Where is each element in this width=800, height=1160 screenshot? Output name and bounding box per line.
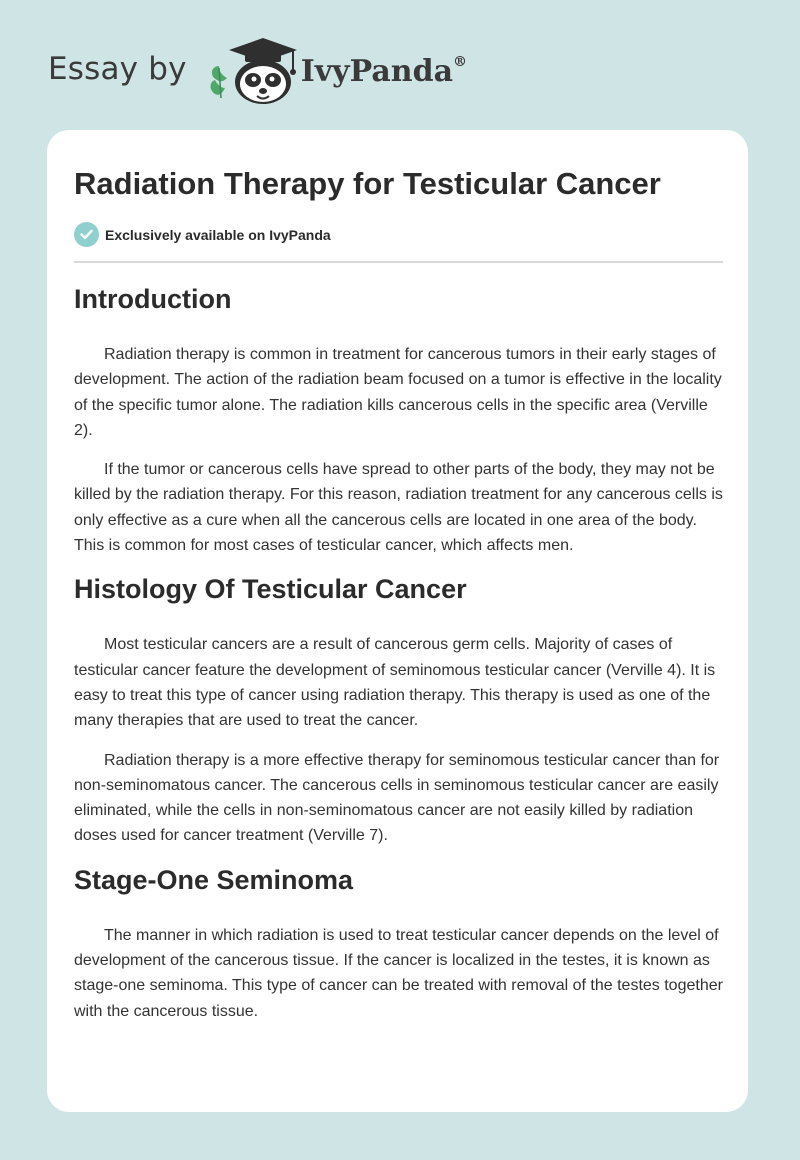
site-header	[48, 36, 467, 106]
title-divider	[74, 261, 723, 263]
paragraph: Radiation therapy is common in treatment for cancerous tumors in their early stages of development. The action of the radiation beam focused on a tumor is effective in the locality of the specific tumor alone. The radiation kills cancerous cells in the specific area (Verville 2).	[74, 346, 722, 439]
essay-card	[47, 130, 748, 1112]
essay-by-label: Essay by	[48, 51, 187, 87]
exclusive-badge-label: Exclusively available on IvyPanda	[105, 226, 331, 243]
paragraph: If the tumor or cancerous cells have spread to other parts of the body, they may not be killed by the radiation therapy. For this reason, radiation treatment for any cancerous cells is only effective as a cure when all the cancerous cells are located in one area of the body. This is common for most cases of testicular cancer, which affects men.	[74, 461, 723, 555]
brand-text: IvyPanda	[300, 53, 454, 89]
check-icon	[74, 222, 99, 247]
paragraph: Most testicular cancers are a result of cancerous germ cells. Majority of cases of testicular cancer feature the development of seminomous testicular cancer (Verville 4). It is easy to treat this type of cancer using radiation therapy. This therapy is used as one of the many therapies that are used to treat the cancer.	[74, 636, 716, 730]
page-title: Radiation Therapy for Testicular Cancer	[74, 166, 661, 201]
essay-body	[74, 284, 724, 1024]
brand-name[interactable]	[301, 54, 467, 89]
exclusive-badge	[74, 222, 331, 247]
panda-logo-icon[interactable]	[205, 36, 301, 106]
section-heading-stage-one: Stage-One Seminoma	[74, 864, 354, 895]
section-heading-histology: Histology Of Testicular Cancer	[74, 574, 467, 605]
paragraph: Radiation therapy is a more effective therapy for seminomous testicular cancer than for non-seminomatous cancer. The cancerous cells in seminomous testicular cancer are easily eliminated, while the cells in non-seminomatous cancer are not easily killed by radiation doses used for cancer treatment (Verville 7).	[74, 751, 720, 845]
paragraph: The manner in which radiation is used to treat testicular cancer depends on the level of development of the cancerous tissue. If the cancer is localized in the testes, it is known as stage-one seminoma. This type of cancer can be treated with removal of the testes together with the cancerous tissue.	[74, 926, 723, 1020]
section-heading-introduction: Introduction	[74, 284, 232, 314]
registered-mark: ®	[453, 53, 468, 70]
